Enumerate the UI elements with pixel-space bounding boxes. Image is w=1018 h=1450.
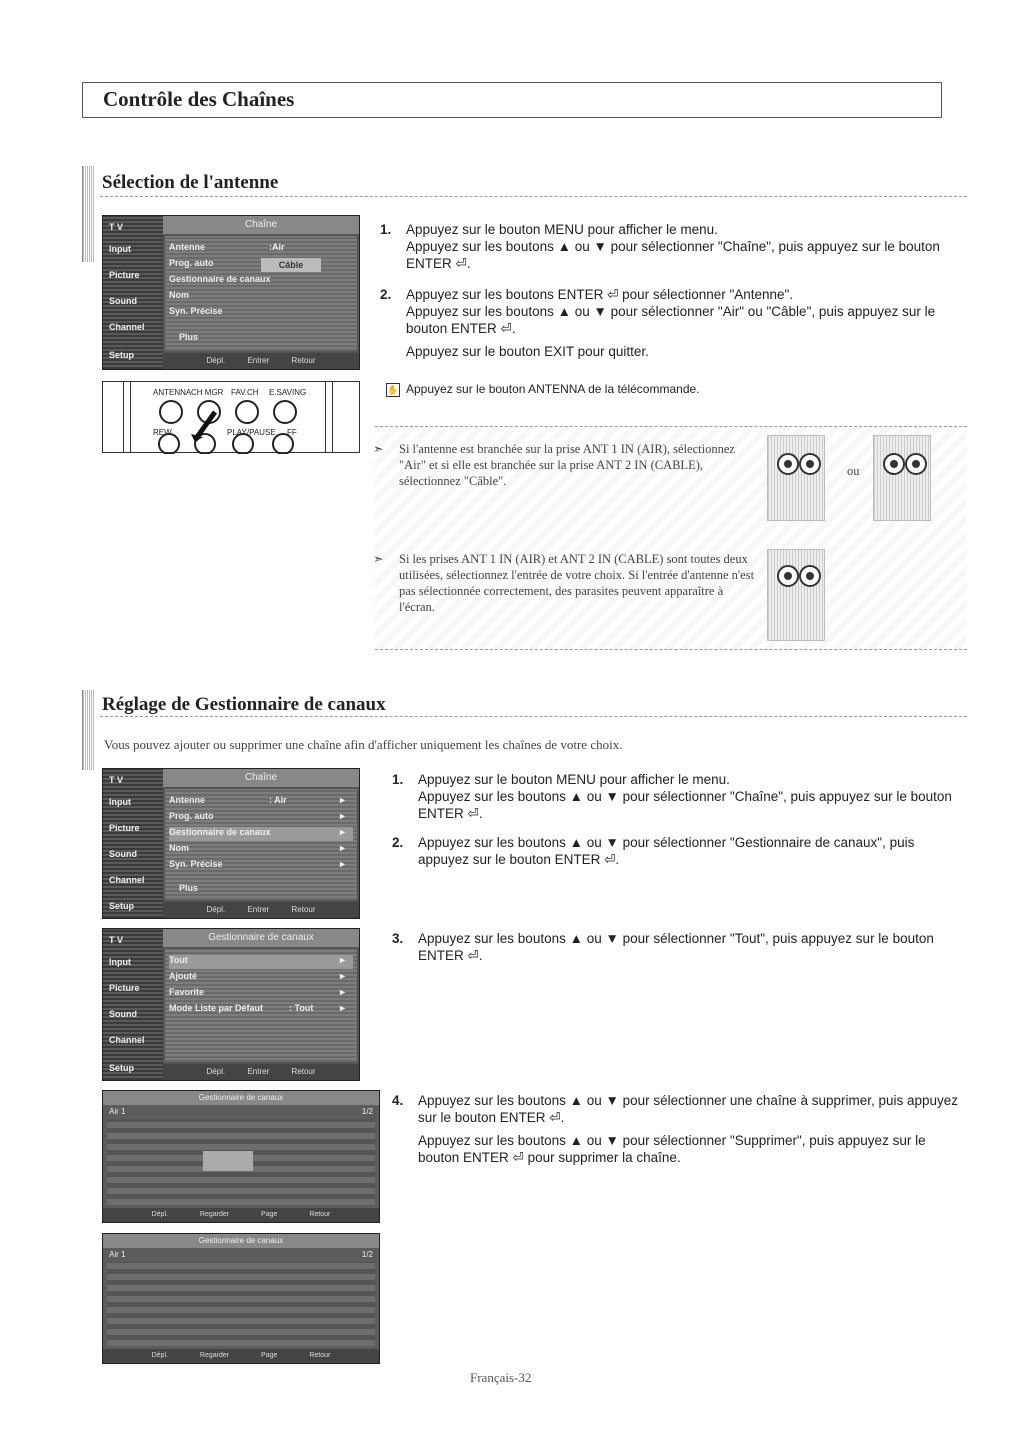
- tv-menu-screen-manager: T V Input Picture Sound Channel Setup Gestionnaire de canaux Tout ► Ajouté ► Favorite ► Mode Liste par Défaut : Tout ► Dépl. Entrer Retour: [102, 928, 360, 1081]
- side-setup: Setup: [109, 350, 135, 360]
- menu-row: Nom ►: [169, 843, 347, 853]
- note-antenna-both: Si les prises ANT 1 IN (AIR) et ANT 2 IN (CABLE) sont toutes deux utilisées, sélectionnez l'entrée de votre choix. Si l'entrée d'antenne n'est pas sélectionnée correctement, des parasites peuvent apparaître à l'écran.: [399, 552, 755, 614]
- remote-label-ff: FF: [287, 428, 297, 437]
- side-sound: Sound: [109, 296, 137, 306]
- remote-label-favch: FAV.CH: [231, 388, 259, 397]
- tip-text: Appuyez sur le bouton ANTENNA de la télécommande.: [406, 382, 700, 396]
- channel-list-header: Gestionnaire de canaux: [103, 1234, 379, 1248]
- side-channel: Channel: [109, 322, 145, 332]
- menu-row-selected: Gestionnaire de canaux ►: [169, 827, 353, 841]
- step-1-antenna: 1. Appuyez sur le bouton MENU pour afficher le menu. Appuyez sur les boutons ▲ ou ▼ pour sélectionner "Chaîne", puis appuyez sur le bouton ENTER ⏎.: [380, 222, 940, 271]
- menu-row: Nom: [169, 290, 189, 300]
- side-tv: T V: [109, 222, 124, 232]
- section-heading-channel-manager: Réglage de Gestionnaire de canaux: [102, 694, 386, 715]
- menu-row: Prog. auto ►: [169, 811, 347, 821]
- tip-icon: ✋: [387, 385, 399, 395]
- channel-list-screen: Gestionnaire de canaux Air 1 1/2 Dépl. Regarder Page Retour: [102, 1233, 380, 1364]
- channel-list-screen: Gestionnaire de canaux Air 1 1/2 Dépl. Regarder Page Retour: [102, 1090, 380, 1223]
- note-antenna-single: Si l'antenne est branchée sur la prise ANT 1 IN (AIR), sélectionnez "Air" et si elle est branchée sur la prise ANT 2 IN (CABLE), sélectionnez "Câble".: [399, 442, 735, 488]
- antenna-jack-icon: [767, 435, 825, 521]
- section-marker: [82, 166, 95, 262]
- step-2-channel: 2. Appuyez sur les boutons ▲ ou ▼ pour sélectionner "Gestionnaire de canaux", puis appuyez sur le bouton ENTER ⏎.: [392, 835, 915, 867]
- section-marker: [82, 690, 95, 770]
- page-title-box: [82, 82, 942, 118]
- remote-buttons-icon: [103, 382, 361, 454]
- menu-row: Plus: [179, 883, 199, 893]
- tip-line: [386, 382, 700, 397]
- menu-row-selected: Tout ►: [169, 955, 353, 969]
- section-intro: Vous pouvez ajouter ou supprimer une chaîne afin d'afficher uniquement les chaînes de votre choix.: [104, 737, 623, 752]
- tv-menu-header: Chaîne: [163, 769, 359, 787]
- antenna-jack-icon: [767, 549, 825, 641]
- popup-cable: Câble: [261, 258, 321, 272]
- step-4-channel: 4. Appuyez sur les boutons ▲ ou ▼ pour sélectionner une chaîne à supprimer, puis appuyez sur le bouton ENTER ⏎. Appuyez sur les boutons ▲ ou ▼ pour sélectionner "Supprimer", puis appuyez sur le bouton ENTER ⏎ pour supprimer la chaîne.: [392, 1093, 959, 1165]
- section-heading-antenna: Sélection de l'antenne: [102, 172, 279, 193]
- menu-row: Mode Liste par Défaut : Tout ►: [169, 1003, 347, 1013]
- remote-label-playpause: PLAY/PAUSE: [227, 428, 276, 437]
- step-1-channel: 1. Appuyez sur le bouton MENU pour afficher le menu. Appuyez sur les boutons ▲ ou ▼ pour sélectionner "Chaîne", puis appuyez sur le bouton ENTER ⏎.: [392, 772, 952, 821]
- menu-row: Ajouté ►: [169, 971, 347, 981]
- remote-label-chmgr: CH MGR: [191, 388, 224, 397]
- menu-row: Antenne : Air ►: [169, 795, 347, 805]
- remote-label-antenna: ANTENNA: [153, 388, 192, 397]
- note-marker: ➣: [373, 442, 384, 456]
- channel-grid: [107, 1262, 375, 1346]
- menu-row: Syn. Précise: [169, 306, 223, 316]
- channel-list-page: 1/2: [361, 1250, 373, 1259]
- menu-row: Antenne :Air: [169, 242, 285, 252]
- channel-list-page: 1/2: [361, 1107, 373, 1116]
- page-number: Français-32: [470, 1370, 532, 1385]
- remote-control-illustration: [102, 381, 360, 453]
- note-marker: ➣: [373, 552, 384, 566]
- menu-row: Syn. Précise ►: [169, 859, 347, 869]
- page-title: Contrôle des Chaînes: [103, 87, 295, 111]
- step-3-channel: 3. Appuyez sur les boutons ▲ ou ▼ pour sélectionner "Tout", puis appuyez sur le bouton ENTER ⏎.: [392, 931, 934, 963]
- menu-row: Favorite ►: [169, 987, 347, 997]
- section-rule: [100, 196, 967, 197]
- tv-menu-footer: Dépl. Entrer Retour: [163, 353, 359, 369]
- tv-menu-header: Gestionnaire de canaux: [163, 929, 359, 947]
- delete-popup: [203, 1151, 253, 1171]
- channel-list-sub: Air 1: [109, 1250, 126, 1259]
- antenna-notes-panel: [375, 426, 967, 650]
- menu-row: Prog. auto: [169, 258, 214, 268]
- channel-list-header: Gestionnaire de canaux: [103, 1091, 379, 1105]
- tv-menu-screen-channel: T V Input Picture Sound Channel Setup Chaîne Antenne : Air ► Prog. auto ► Gestionnaire de canaux ► Nom ► Syn. Précise ► Plus Dépl. Entrer Retour: [102, 768, 360, 919]
- section-rule: [100, 716, 967, 717]
- side-picture: Picture: [109, 270, 140, 280]
- or-label: ou: [847, 464, 860, 478]
- menu-row: Gestionnaire de canaux: [169, 274, 271, 284]
- antenna-jack-icon: [873, 435, 931, 521]
- channel-list-sub: Air 1: [109, 1107, 126, 1116]
- tv-menu-header: Chaîne: [163, 216, 359, 234]
- tv-menu-screen-antenna: [102, 215, 360, 370]
- remote-label-esaving: E.SAVING: [269, 388, 307, 397]
- remote-label-rew: REW: [153, 428, 172, 437]
- tv-menu-sidebar: [103, 216, 163, 369]
- menu-row: Plus: [179, 332, 199, 342]
- side-input: Input: [109, 244, 131, 254]
- step-2-antenna: 2. Appuyez sur les boutons ENTER ⏎ pour sélectionner "Antenne". Appuyez sur les boutons ▲ ou ▼ pour sélectionner "Air" ou "Câble", puis appuyez sur le bouton ENTER ⏎. Appuyez sur le bouton EXIT pour quitter.: [380, 287, 936, 359]
